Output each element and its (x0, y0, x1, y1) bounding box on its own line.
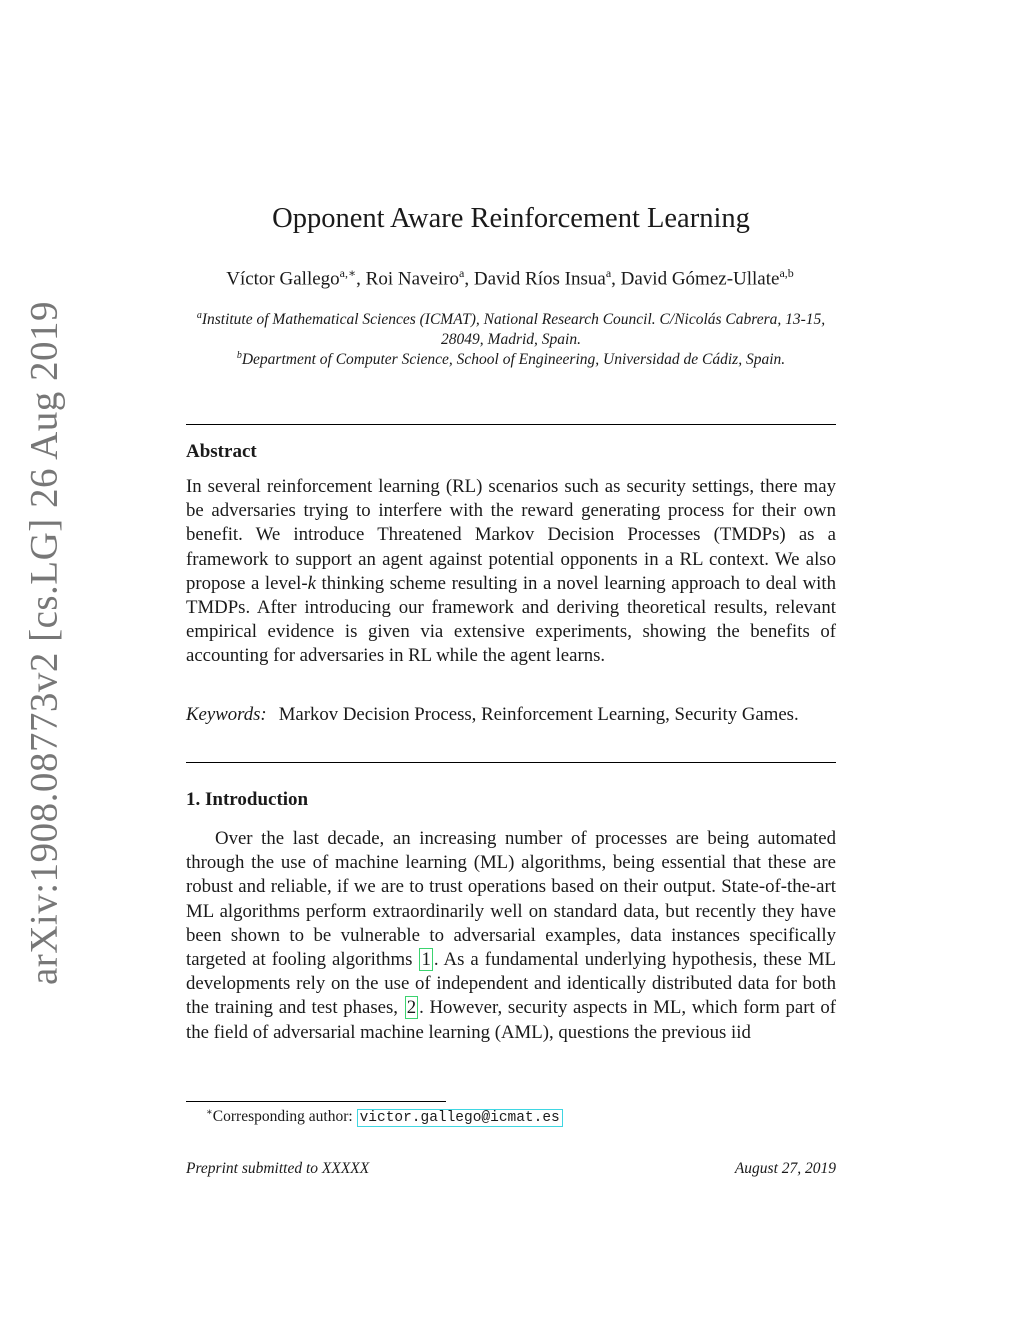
author-affiliation-mark: a (605, 266, 612, 280)
abstract-text-continued: thinking scheme resulting in a novel learning approach to deal with TMDPs. After introducing our framework and deriving theoretical results, relevant empirical evidence is given via extensive experiments, showing the benefits of accounting for adversaries in RL while the agent learns. (186, 572, 836, 667)
affiliation-text: Department of Computer Science, School of Engineering, Universidad de Cádiz, Spain. (241, 351, 786, 369)
abstract-body (186, 475, 836, 669)
email-link[interactable]: victor.gallego@icmat.es (357, 1109, 563, 1127)
level-k-symbol: k (307, 572, 316, 594)
affiliation-mark: b (236, 350, 242, 361)
author-name: David Ríos Insua (473, 268, 606, 290)
preprint-note: Preprint submitted to XXXXX (186, 1160, 370, 1177)
abstract-top-rule (186, 424, 836, 425)
keywords-label: Keywords: (186, 704, 267, 725)
affiliation-a (186, 306, 836, 350)
affiliation-b (186, 346, 836, 370)
footnote-rule (186, 1101, 446, 1102)
footnote-mark: ∗ (206, 1107, 213, 1118)
footnote-label: Corresponding author: (212, 1108, 357, 1126)
author-affiliation-mark: a (459, 266, 465, 280)
abstract-text: In several reinforcement learning (RL) scenarios such as security settings, there may be adversaries trying to interfere with the reward generating process for their own benefit. We introduce Threatened Markov Decision Processes (TMDPs) as a framework to support an agent against potential opponents in a RL context. We also propose a level- (186, 476, 836, 594)
footnote (206, 1107, 563, 1126)
abstract-heading: Abstract (186, 441, 257, 462)
introduction-text-continued: . As a fundamental underlying hypothesis, these ML developments rely on the use of independent and identically distributed data for both the training and test phases, (186, 949, 836, 1019)
keywords (186, 703, 836, 727)
affiliation-mark: a (196, 310, 202, 321)
keywords-text: Markov Decision Process, Reinforcement Learning, Security Games. (278, 704, 799, 725)
abstract-bottom-rule (186, 762, 836, 763)
arxiv-identifier: arXiv:1908.08773v2 [cs.LG] 26 Aug 2019 (22, 300, 66, 986)
author-name: Víctor Gallego (226, 268, 340, 290)
author-affiliation-mark: a,∗ (339, 266, 357, 280)
paper-title: Opponent Aware Reinforcement Learning (272, 203, 750, 234)
author-name: David Gómez-Ullate (620, 268, 780, 290)
introduction-text: Over the last decade, an increasing number of processes are being automated through the use of machine learning (ML) algorithms, being essential that these are robust and reliable, if we are to trust operations based on their output. State-of-the-art ML algorithms perform extraordinarily well on standard data, but recently they have been shown to be vulnerable to adversarial examples, data instances specifically targeted at fooling algorithms (186, 828, 836, 971)
introduction-heading: 1. Introduction (186, 789, 309, 810)
author-affiliation-mark: a,b (779, 266, 794, 280)
affiliation-text: Institute of Mathematical Sciences (ICMAT), National Research Council. C/Nicolás Cabrera, 13-15, 28049, Madrid, Spain. (201, 311, 826, 349)
citation-link-1[interactable]: 1 (421, 949, 431, 971)
citation-link-2[interactable]: 2 (406, 997, 417, 1019)
introduction-text-end: . However, security aspects in ML, which form part of the field of adversarial machine learning (AML), questions the previous iid (186, 997, 836, 1043)
preprint-date: August 27, 2019 (734, 1160, 836, 1177)
introduction-body (186, 827, 836, 1045)
author-name: Roi Naveiro (365, 268, 460, 290)
author-list: Víctor Gallego$^{a,∗}$, Roi Naveiro$^a$, David Ríos Insua$^a$, David Gómez-Ullate$^{a,b}$ (226, 266, 794, 290)
